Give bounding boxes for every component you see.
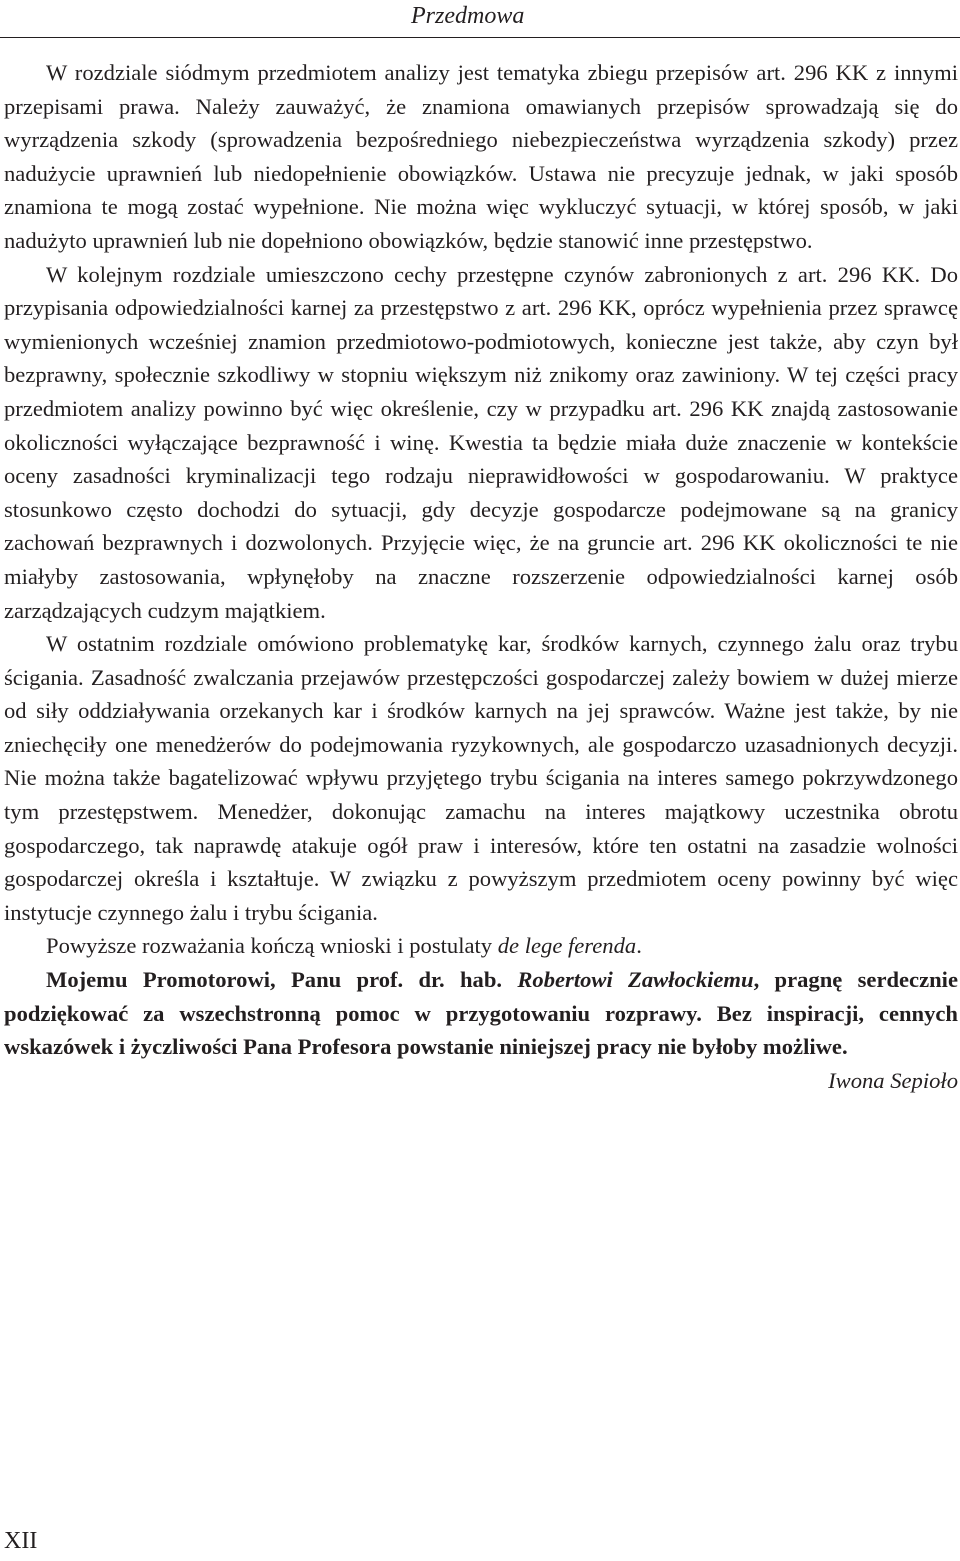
paragraph-acknowledgement — [4, 963, 958, 1064]
author-signature: Iwona Sepioło — [828, 1067, 958, 1093]
acknowledgement-promoter-name: Robertowi Zawłockiemu — [517, 967, 754, 993]
paragraph-chapter-seven: W rozdziale siódmym przedmiotem analizy jest tematyka zbiegu przepisów art. 296 KK z innymi przepisami prawa. Należy zauważyć, że znamiona omawianych przepisów sprowadzają się do wyrządzenia szkody (sprowadzenia bezpośredniego niebezpieczeństwa wyrządzenia szkody) przez nadużycie uprawnień lub niedopełnienie obowiązków. Ustawa nie precyzuje jednak, w jaki sposób znamiona te mogą zostać wypełnione. Nie można więc wykluczyć sytuacji, w której sposób, w jaki nadużyto uprawnień lub nie dopełniono obowiązków, będzie stanowić inne przestępstwo. — [4, 60, 958, 253]
running-header — [0, 0, 960, 38]
conclusion-text: Powyższe rozważania kończą wnioski i postulaty — [46, 933, 498, 959]
conclusion-latin-phrase: de lege ferenda — [497, 933, 637, 959]
page-number: XII — [4, 1528, 38, 1554]
header-rule — [0, 37, 960, 38]
conclusion-end: . — [636, 933, 642, 959]
acknowledgement-rest: , pragnę serdecznie podziękować za wszechstronną pomoc w przygotowaniu rozprawy. Bez inspiracji, cennych wskazówek i życzliwości Pana Profesora powstanie niniejszej pracy nie byłoby możliwe. — [4, 967, 958, 1060]
text-body — [4, 56, 958, 1097]
running-title: Przedmowa — [411, 3, 525, 29]
acknowledgement-text: Mojemu Promotorowi, Panu prof. dr. hab. — [46, 967, 518, 993]
paragraph-next-chapter: W kolejnym rozdziale umieszczono cechy przestępne czynów zabronionych z art. 296 KK. Do przypisania odpowiedzialności karnej za przestępstwo z art. 296 KK, oprócz wypełnienia przez sprawcę wymienionych wcześniej znamion przedmiotowo-podmiotowych, konieczne jest także, aby czyn był bezprawny, społecznie szkodliwy w stopniu większym niż znikomy oraz zawiniony. W tej części pracy przedmiotem analizy powinno być więc określenie, czy w przypadku art. 296 KK znajdą zastosowanie okoliczności wyłączające bezprawność i winę. Kwestia ta będzie miała duże znaczenie w kontekście oceny zasadności kryminalizacji tego rodzaju nieprawidłowości w gospodarowaniu. W praktyce stosunkowo często dochodzi do sytuacji, gdy decyzje gospodarcze podejmowane są na granicy zachowań bezprawnych i dozwolonych. Przyjęcie więc, że na gruncie art. 296 KK okoliczności te nie miałyby zastosowania, wpłynęłoby na znaczne rozszerzenie odpowiedzialności karnej osób zarządzających cudzym majątkiem. — [4, 261, 958, 623]
paragraph-conclusion — [4, 929, 958, 963]
paragraph-last-chapter: W ostatnim rozdziale omówiono problematykę kar, środków karnych, czynnego żalu oraz trybu ścigania. Zasadność zwalczania przejawów przestępczości gospodarczej zależy bowiem w dużej mierze od siły oddziaływania orzekanych kar i środków karnych na jej sprawców. Ważne jest także, by nie zniechęciły one menedżerów do podejmowania ryzykownych, ale gospodarczo uzasadnionych decyzji. Nie można także bagatelizować wpływu przyjętego trybu ścigania na interes samego pokrzywdzonego tym przestępstwem. Menedżer, dokonując zamachu na interes majątkowy uczestnika obrotu gospodarczego, tak naprawdę atakuje ogół praw i interesów, które ten ostatni na zasadzie wolności gospodarczej określa i kształtuje. W związku z powyższym przedmiotem oceny powinny być więc instytucje czynnego żalu i trybu ścigania. — [4, 631, 958, 925]
